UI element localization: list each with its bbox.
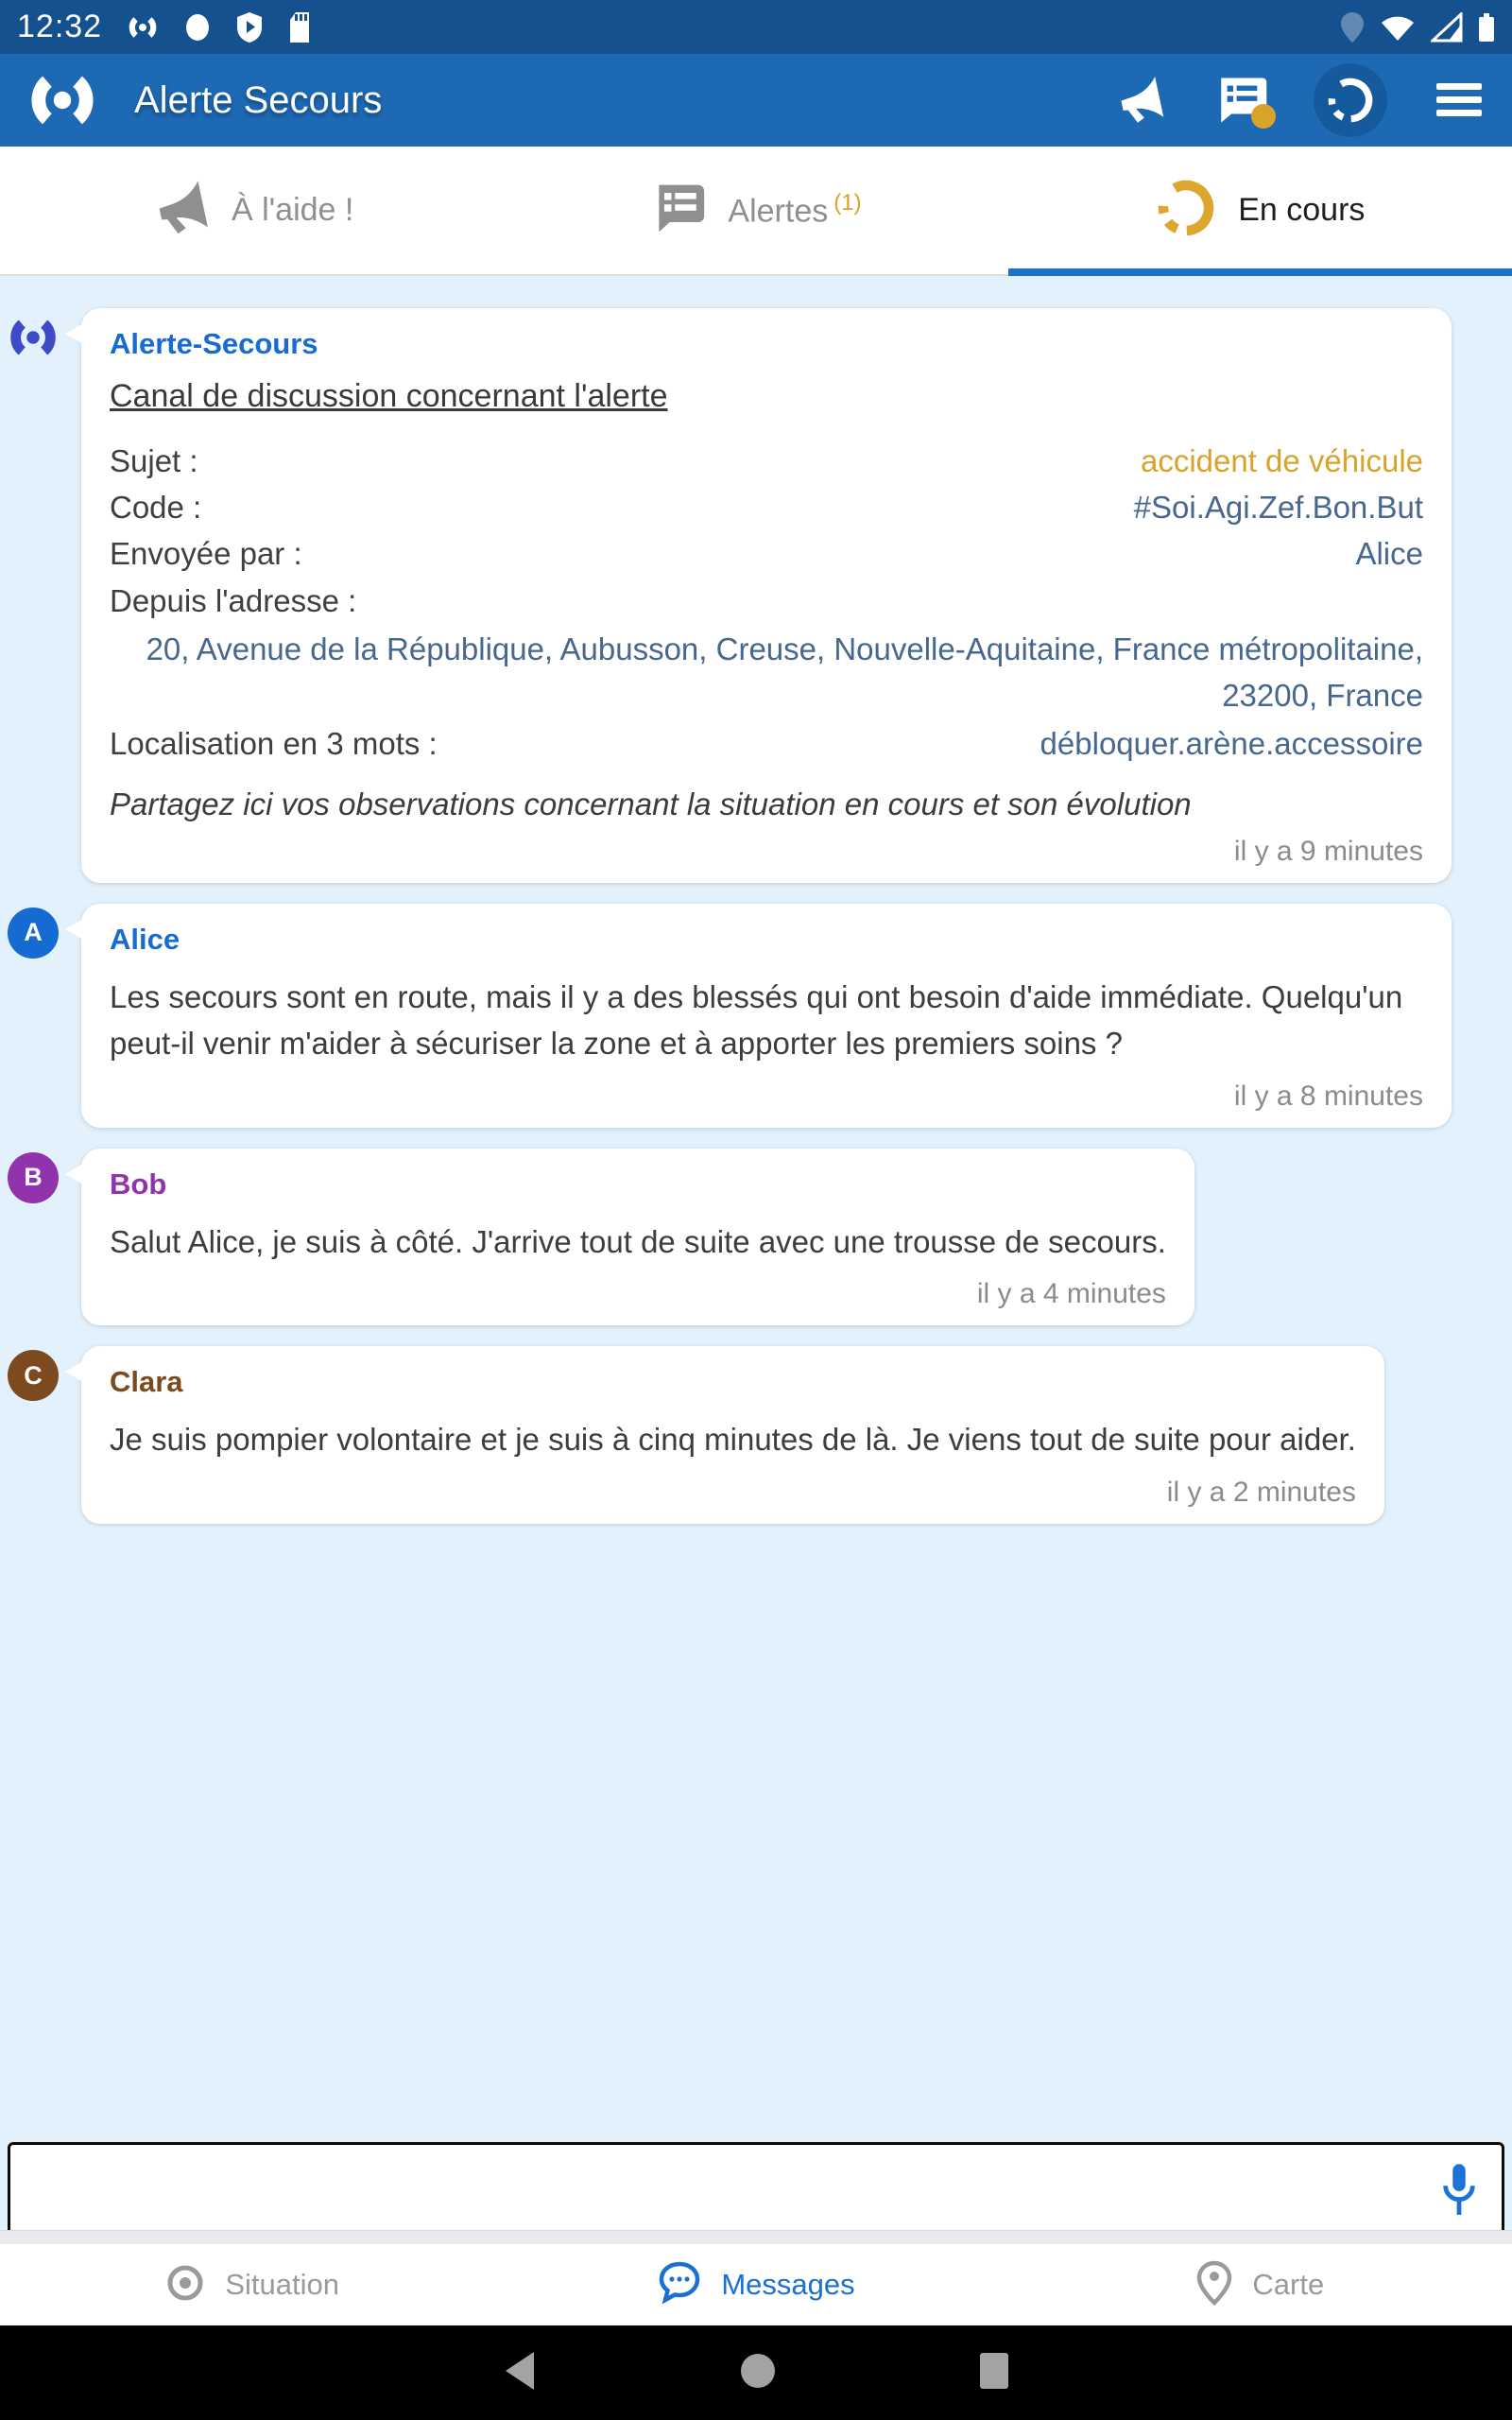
ongoing-spinner-button[interactable] <box>1314 63 1387 137</box>
cell-signal-icon <box>1431 12 1463 43</box>
tab-en-cours[interactable] <box>1008 147 1512 274</box>
chat-bubble-icon <box>657 2260 702 2310</box>
message-timestamp: il y a 4 minutes <box>976 1278 1166 1310</box>
message-text: Les secours sont en route, mais il y a des blessés qui ont besoin d'aide immédiate. Quelqu'un peut-il venir m'aider à sécuriser la zone et à apporter les premiers soins ? <box>110 978 1403 1062</box>
message-timestamp: il y a 2 minutes <box>1166 1476 1356 1508</box>
clock: 12:32 <box>17 9 103 44</box>
system-message-card <box>81 308 1452 883</box>
app-title: Alerte Secours <box>134 78 383 121</box>
notification-dot-icon <box>183 11 212 43</box>
android-nav-bar <box>0 2325 1512 2420</box>
address-label: Depuis l'adresse : <box>110 582 357 618</box>
sender-name: Clara <box>110 1365 183 1399</box>
sdcard-icon <box>287 11 312 43</box>
back-button[interactable] <box>502 2350 538 2396</box>
target-icon <box>164 2262 206 2308</box>
status-bar <box>0 0 1512 54</box>
w3w-label: Localisation en 3 mots : <box>110 725 438 761</box>
instruction-note: Partagez ici vos observations concernant la situation en cours et son évolution <box>110 786 1192 821</box>
shield-play-icon <box>236 11 263 43</box>
message-card <box>81 1346 1384 1524</box>
home-button[interactable] <box>738 2351 778 2395</box>
address-value[interactable]: 20, Avenue de la République, Aubusson, Creuse, Nouvelle-Aquitaine, France métropolitaine, 23200, France <box>146 631 1423 714</box>
w3w-row <box>110 722 1423 766</box>
nav-item-carte[interactable] <box>1008 2244 1512 2325</box>
subject-label: Sujet : <box>110 443 198 478</box>
tab-alertes-label: Alertes $^{(1)}$ <box>728 190 862 230</box>
sent-by-row <box>110 532 1423 576</box>
bottom-nav <box>0 2244 1512 2325</box>
tab-alertes[interactable] <box>504 147 1007 274</box>
message-timestamp: il y a 8 minutes <box>1233 1080 1423 1112</box>
nav-label: Situation <box>225 2268 339 2301</box>
nav-item-messages[interactable] <box>504 2244 1007 2325</box>
sent-by-value: Alice <box>1355 536 1423 572</box>
menu-button[interactable] <box>1429 70 1489 130</box>
message-list <box>8 308 1452 1545</box>
message-row <box>8 904 1452 1128</box>
map-pin-icon <box>1195 2260 1233 2310</box>
address-label-row <box>110 579 1423 623</box>
message-input[interactable] <box>10 2145 1417 2238</box>
subject-value: accident de véhicule <box>1140 443 1423 478</box>
unread-badge-dot <box>1251 104 1276 129</box>
ongoing-spinner-icon <box>1155 177 1217 244</box>
alerte-secours-logo-icon <box>23 71 102 130</box>
app-bar <box>0 54 1512 147</box>
alert-notification-icon <box>127 13 159 42</box>
channel-title: Canal de discussion concernant l'alerte <box>110 378 668 414</box>
nav-label: Carte <box>1252 2268 1325 2301</box>
message-card <box>81 904 1452 1128</box>
system-message-row <box>8 308 1452 883</box>
battery-icon <box>1478 12 1495 43</box>
code-row <box>110 486 1423 529</box>
message-text: Je suis pompier volontaire et je suis à cinq minutes de là. Je viens tout de suite pour aider. <box>110 1422 1356 1458</box>
megaphone-button[interactable] <box>1109 70 1170 130</box>
tab-a-laide[interactable] <box>0 147 504 274</box>
chat-notifications-button[interactable] <box>1211 70 1272 130</box>
sent-by-label: Envoyée par : <box>110 536 302 572</box>
message-row <box>8 1149 1452 1326</box>
avatar: A <box>8 908 59 959</box>
sender-name: Bob <box>110 1167 167 1201</box>
w3w-value[interactable]: débloquer.arène.accessoire <box>1040 725 1423 761</box>
code-value: #Soi.Agi.Zef.Bon.But <box>1133 490 1423 526</box>
sender-name: Alice <box>110 922 180 956</box>
tab-a-laide-label: À l'aide ! <box>231 192 354 228</box>
nav-item-situation[interactable] <box>0 2244 504 2325</box>
avatar: C <box>8 1350 59 1401</box>
megaphone-icon <box>150 178 211 243</box>
divider-strip <box>0 2230 1512 2244</box>
alert-count-badge: (1) <box>833 190 862 216</box>
wifi-icon <box>1380 12 1416 43</box>
message-row <box>8 1346 1452 1524</box>
sender-name: Alerte-Secours <box>110 327 318 360</box>
chat-content <box>0 276 1512 2244</box>
message-composer <box>8 2142 1504 2240</box>
tab-bar <box>0 147 1512 276</box>
message-text: Salut Alice, je suis à côté. J'arrive tout de suite avec une trousse de secours. <box>110 1223 1166 1259</box>
alerts-chat-icon <box>650 180 707 241</box>
location-active-icon <box>1340 11 1365 43</box>
nav-label: Messages <box>721 2268 855 2301</box>
message-card <box>81 1149 1194 1326</box>
subject-row <box>110 440 1423 483</box>
avatar: B <box>8 1152 59 1203</box>
microphone-button[interactable] <box>1417 2145 1502 2238</box>
message-timestamp: il y a 9 minutes <box>1233 835 1423 867</box>
code-label: Code : <box>110 490 202 526</box>
tab-en-cours-label: En cours <box>1238 192 1366 228</box>
recents-button[interactable] <box>978 2351 1010 2395</box>
alerte-secours-avatar-icon <box>8 314 59 361</box>
